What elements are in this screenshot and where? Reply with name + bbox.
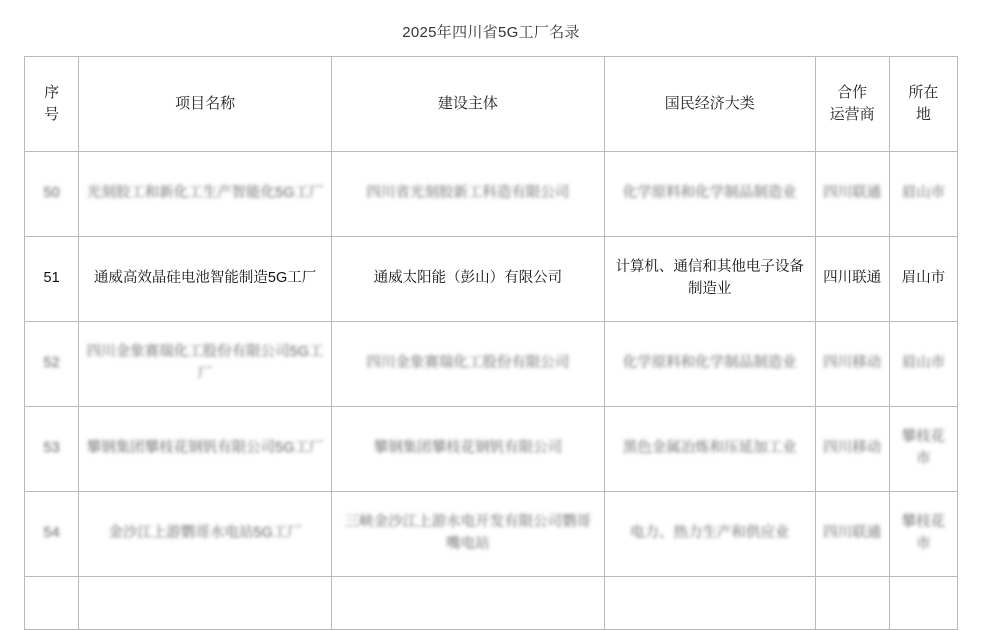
cell-location: 攀枝花市 — [889, 407, 957, 492]
cell-location: 眉山市 — [889, 237, 957, 322]
table-header — [25, 57, 958, 152]
column-header-operator-line2: 运营商 — [829, 106, 875, 123]
cell-construction-entity: 四川金象赛瑞化工股份有限公司 — [331, 322, 604, 407]
cell-location: 眉山市 — [889, 322, 957, 407]
factory-listing-table — [24, 56, 958, 630]
cell-operator: 四川移动 — [815, 322, 889, 407]
column-header-location-line1: 所在 — [908, 83, 939, 101]
cell-construction-entity: 四川省光刻胶新工科造有限公司 — [331, 152, 604, 237]
cell-location: 攀枝花市 — [889, 492, 957, 577]
cell-industry-category — [604, 577, 815, 630]
cell-seq — [25, 577, 79, 630]
cell-seq: 51 — [25, 237, 79, 322]
column-header-seq-line1: 序 — [44, 83, 60, 101]
cell-operator: 四川移动 — [815, 407, 889, 492]
cell-seq: 50 — [25, 152, 79, 237]
cell-project-name: 四川金象赛瑞化工股份有限公司5G工厂 — [79, 322, 332, 407]
table-header-row — [25, 57, 958, 152]
table-row[interactable] — [25, 152, 958, 237]
cell-seq: 52 — [25, 322, 79, 407]
column-header-location — [889, 57, 957, 152]
column-header-construction-entity: 建设主体 — [331, 57, 604, 152]
cell-construction-entity: 三峡金沙江上游水电开发有限公司鹦哥嘴电站 — [331, 492, 604, 577]
table-body — [25, 152, 958, 630]
cell-industry-category: 黑色金属冶炼和压延加工业 — [604, 407, 815, 492]
cell-project-name — [79, 577, 332, 630]
cell-location — [889, 577, 957, 630]
page-title: 2025年四川省5G工厂名录 — [402, 24, 580, 41]
column-header-project-name: 项目名称 — [79, 57, 332, 152]
cell-seq: 53 — [25, 407, 79, 492]
table-row[interactable] — [25, 577, 958, 630]
cell-industry-category: 化学原料和化学制品制造业 — [604, 322, 815, 407]
cell-construction-entity — [331, 577, 604, 630]
cell-industry-category: 电力、热力生产和供应业 — [604, 492, 815, 577]
cell-industry-category: 化学原料和化学制品制造业 — [604, 152, 815, 237]
cell-operator: 四川联通 — [815, 152, 889, 237]
cell-project-name: 光刻胶工和新化工生产智能化5G工厂 — [79, 152, 332, 237]
cell-project-name: 通威高效晶硅电池智能制造5G工厂 — [79, 237, 332, 322]
cell-seq: 54 — [25, 492, 79, 577]
column-header-industry-category: 国民经济大类 — [604, 57, 815, 152]
cell-industry-category: 计算机、通信和其他电子设备制造业 — [604, 237, 815, 322]
table-row[interactable] — [25, 407, 958, 492]
table-row[interactable] — [25, 492, 958, 577]
cell-project-name: 攀钢集团攀枝花钢钒有限公司5G工厂 — [79, 407, 332, 492]
column-header-location-line2: 地 — [915, 106, 931, 123]
cell-operator: 四川联通 — [815, 237, 889, 322]
column-header-seq — [25, 57, 79, 152]
cell-construction-entity: 攀钢集团攀枝花钢钒有限公司 — [331, 407, 604, 492]
cell-project-name: 金沙江上游鹦哥水电站5G工厂 — [79, 492, 332, 577]
cell-operator: 四川联通 — [815, 492, 889, 577]
table-row[interactable] — [25, 237, 958, 322]
column-header-operator-line1: 合作 — [837, 83, 868, 101]
column-header-operator — [815, 57, 889, 152]
cell-location: 眉山市 — [889, 152, 957, 237]
table-row[interactable] — [25, 322, 958, 407]
column-header-seq-line2: 号 — [44, 106, 60, 123]
cell-construction-entity: 通威太阳能（彭山）有限公司 — [331, 237, 604, 322]
cell-operator — [815, 577, 889, 630]
